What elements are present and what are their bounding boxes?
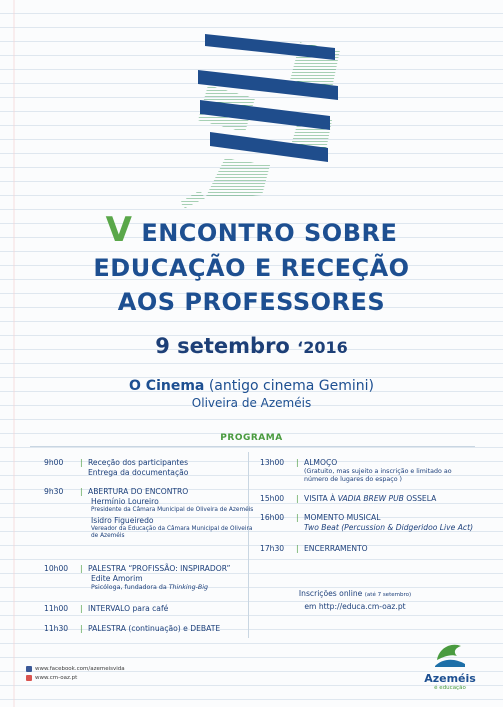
schedule-time: 9h30 — [44, 487, 64, 496]
globe-icon — [26, 675, 32, 681]
schedule-line: Receção dos participantes — [88, 458, 189, 467]
schedule-time: 17h30 — [260, 544, 285, 553]
schedule-title: ENCERRAMENTO — [304, 544, 368, 553]
separator-bar: | — [80, 458, 83, 467]
separator-bar: | — [80, 487, 83, 496]
separator-bar: | — [80, 624, 83, 633]
venue — [0, 378, 503, 394]
speaker-name: Hermínio Loureiro — [91, 497, 159, 506]
schedule-title: ABERTURA DO ENCONTRO — [88, 487, 189, 496]
event-title-line1 — [0, 210, 503, 250]
schedule-item — [44, 487, 254, 557]
schedule-title: MOMENTO MUSICAL — [304, 513, 381, 522]
schedule-title: PALESTRA (continuação) e DEBATE — [88, 624, 221, 633]
logo-tagline: é educação — [434, 685, 466, 691]
website-link[interactable]: www.cm-oaz.pt — [35, 675, 78, 681]
schedule-time: 11h30 — [44, 624, 69, 633]
separator-bar: | — [296, 494, 299, 503]
separator-bar: | — [296, 544, 299, 553]
schedule-item — [260, 494, 470, 506]
schedule-time: 10h00 — [44, 564, 69, 573]
schedule-item — [260, 458, 470, 490]
separator-bar: | — [296, 513, 299, 522]
speaker-name: Isidro Figueiredo — [91, 516, 154, 525]
schedule-title: ALMOÇO — [304, 458, 338, 467]
event-title-line3: AOS PROFESSORES — [117, 288, 386, 316]
schedule-item — [44, 564, 244, 598]
programa-heading: PROGRAMA — [220, 433, 283, 443]
schedule-line: Entrega da documentação — [88, 468, 189, 477]
separator-bar: | — [80, 564, 83, 573]
speaker-role: Presidente da Câmara Municipal de Oliveira de Azeméis — [91, 507, 254, 513]
registration-info — [270, 588, 440, 612]
venue-city: Oliveira de Azeméis — [191, 396, 312, 410]
event-title-line2: EDUCAÇÃO E RECEÇÃO — [93, 254, 410, 282]
schedule-performer: Two Beat (Percussion & Didgeridoo Live Act) — [304, 523, 474, 532]
schedule-item — [44, 604, 244, 616]
event-date-year: ‘2016 — [297, 338, 348, 357]
event-date-main: 9 setembro — [155, 334, 290, 358]
facebook-icon — [26, 666, 32, 672]
schedule-time: 16h00 — [260, 513, 285, 522]
schedule-title: PALESTRA “PROFISSÃO: INSPIRADOR” — [88, 564, 231, 573]
schedule-time: 13h00 — [260, 458, 285, 467]
venue-name-em: VADIA BREW PUB — [337, 494, 404, 503]
event-edition-numeral: V — [105, 210, 133, 250]
schedule-item — [44, 458, 244, 480]
schedule-note: (Gratuito, mas sujeito a inscrição e limitado ao número de lugares do espaço ) — [304, 468, 452, 483]
footer-links — [26, 665, 125, 683]
venue-name: O Cinema — [129, 378, 205, 394]
event-date — [0, 334, 503, 358]
registration-deadline: (até 7 setembro) — [364, 592, 412, 598]
schedule-time: 9h00 — [44, 458, 64, 467]
speaker-role-org: Thinking-Big — [168, 584, 209, 591]
registration-url[interactable]: http://educa.cm-oaz.pt — [318, 602, 406, 611]
azemeis-logo — [420, 640, 480, 695]
speaker-name: Edite Amorim — [91, 574, 143, 583]
schedule-item — [260, 513, 474, 535]
event-title-text-1: ENCONTRO SOBRE — [141, 219, 398, 247]
schedule-title: VISITA À — [304, 494, 338, 503]
registration-label: Inscrições online — [298, 589, 363, 598]
schedule-time: 15h00 — [260, 494, 285, 503]
speaker-role: Vereador da Educação da Câmara Municipal de Oliveira de Azeméis — [91, 526, 253, 539]
logo-name: Azeméis — [424, 672, 476, 685]
separator-bar: | — [296, 458, 299, 467]
registration-url-prefix: em — [304, 602, 319, 611]
facebook-link[interactable]: www.facebook.com/azemeisvida — [35, 666, 125, 672]
azemeis-logo-icon — [433, 640, 467, 668]
schedule-item — [44, 624, 244, 636]
schedule-item — [260, 544, 470, 556]
schedule-title: INTERVALO para café — [88, 604, 169, 613]
schedule-title-suffix: OSSELA — [403, 494, 437, 503]
ribbon-graphic — [150, 30, 360, 210]
speaker-role: Psicóloga, fundadora da — [91, 584, 169, 591]
separator-bar: | — [80, 604, 83, 613]
schedule-time: 11h00 — [44, 604, 69, 613]
programa-divider — [30, 446, 475, 447]
venue-note: (antigo cinema Gemini) — [208, 378, 374, 394]
